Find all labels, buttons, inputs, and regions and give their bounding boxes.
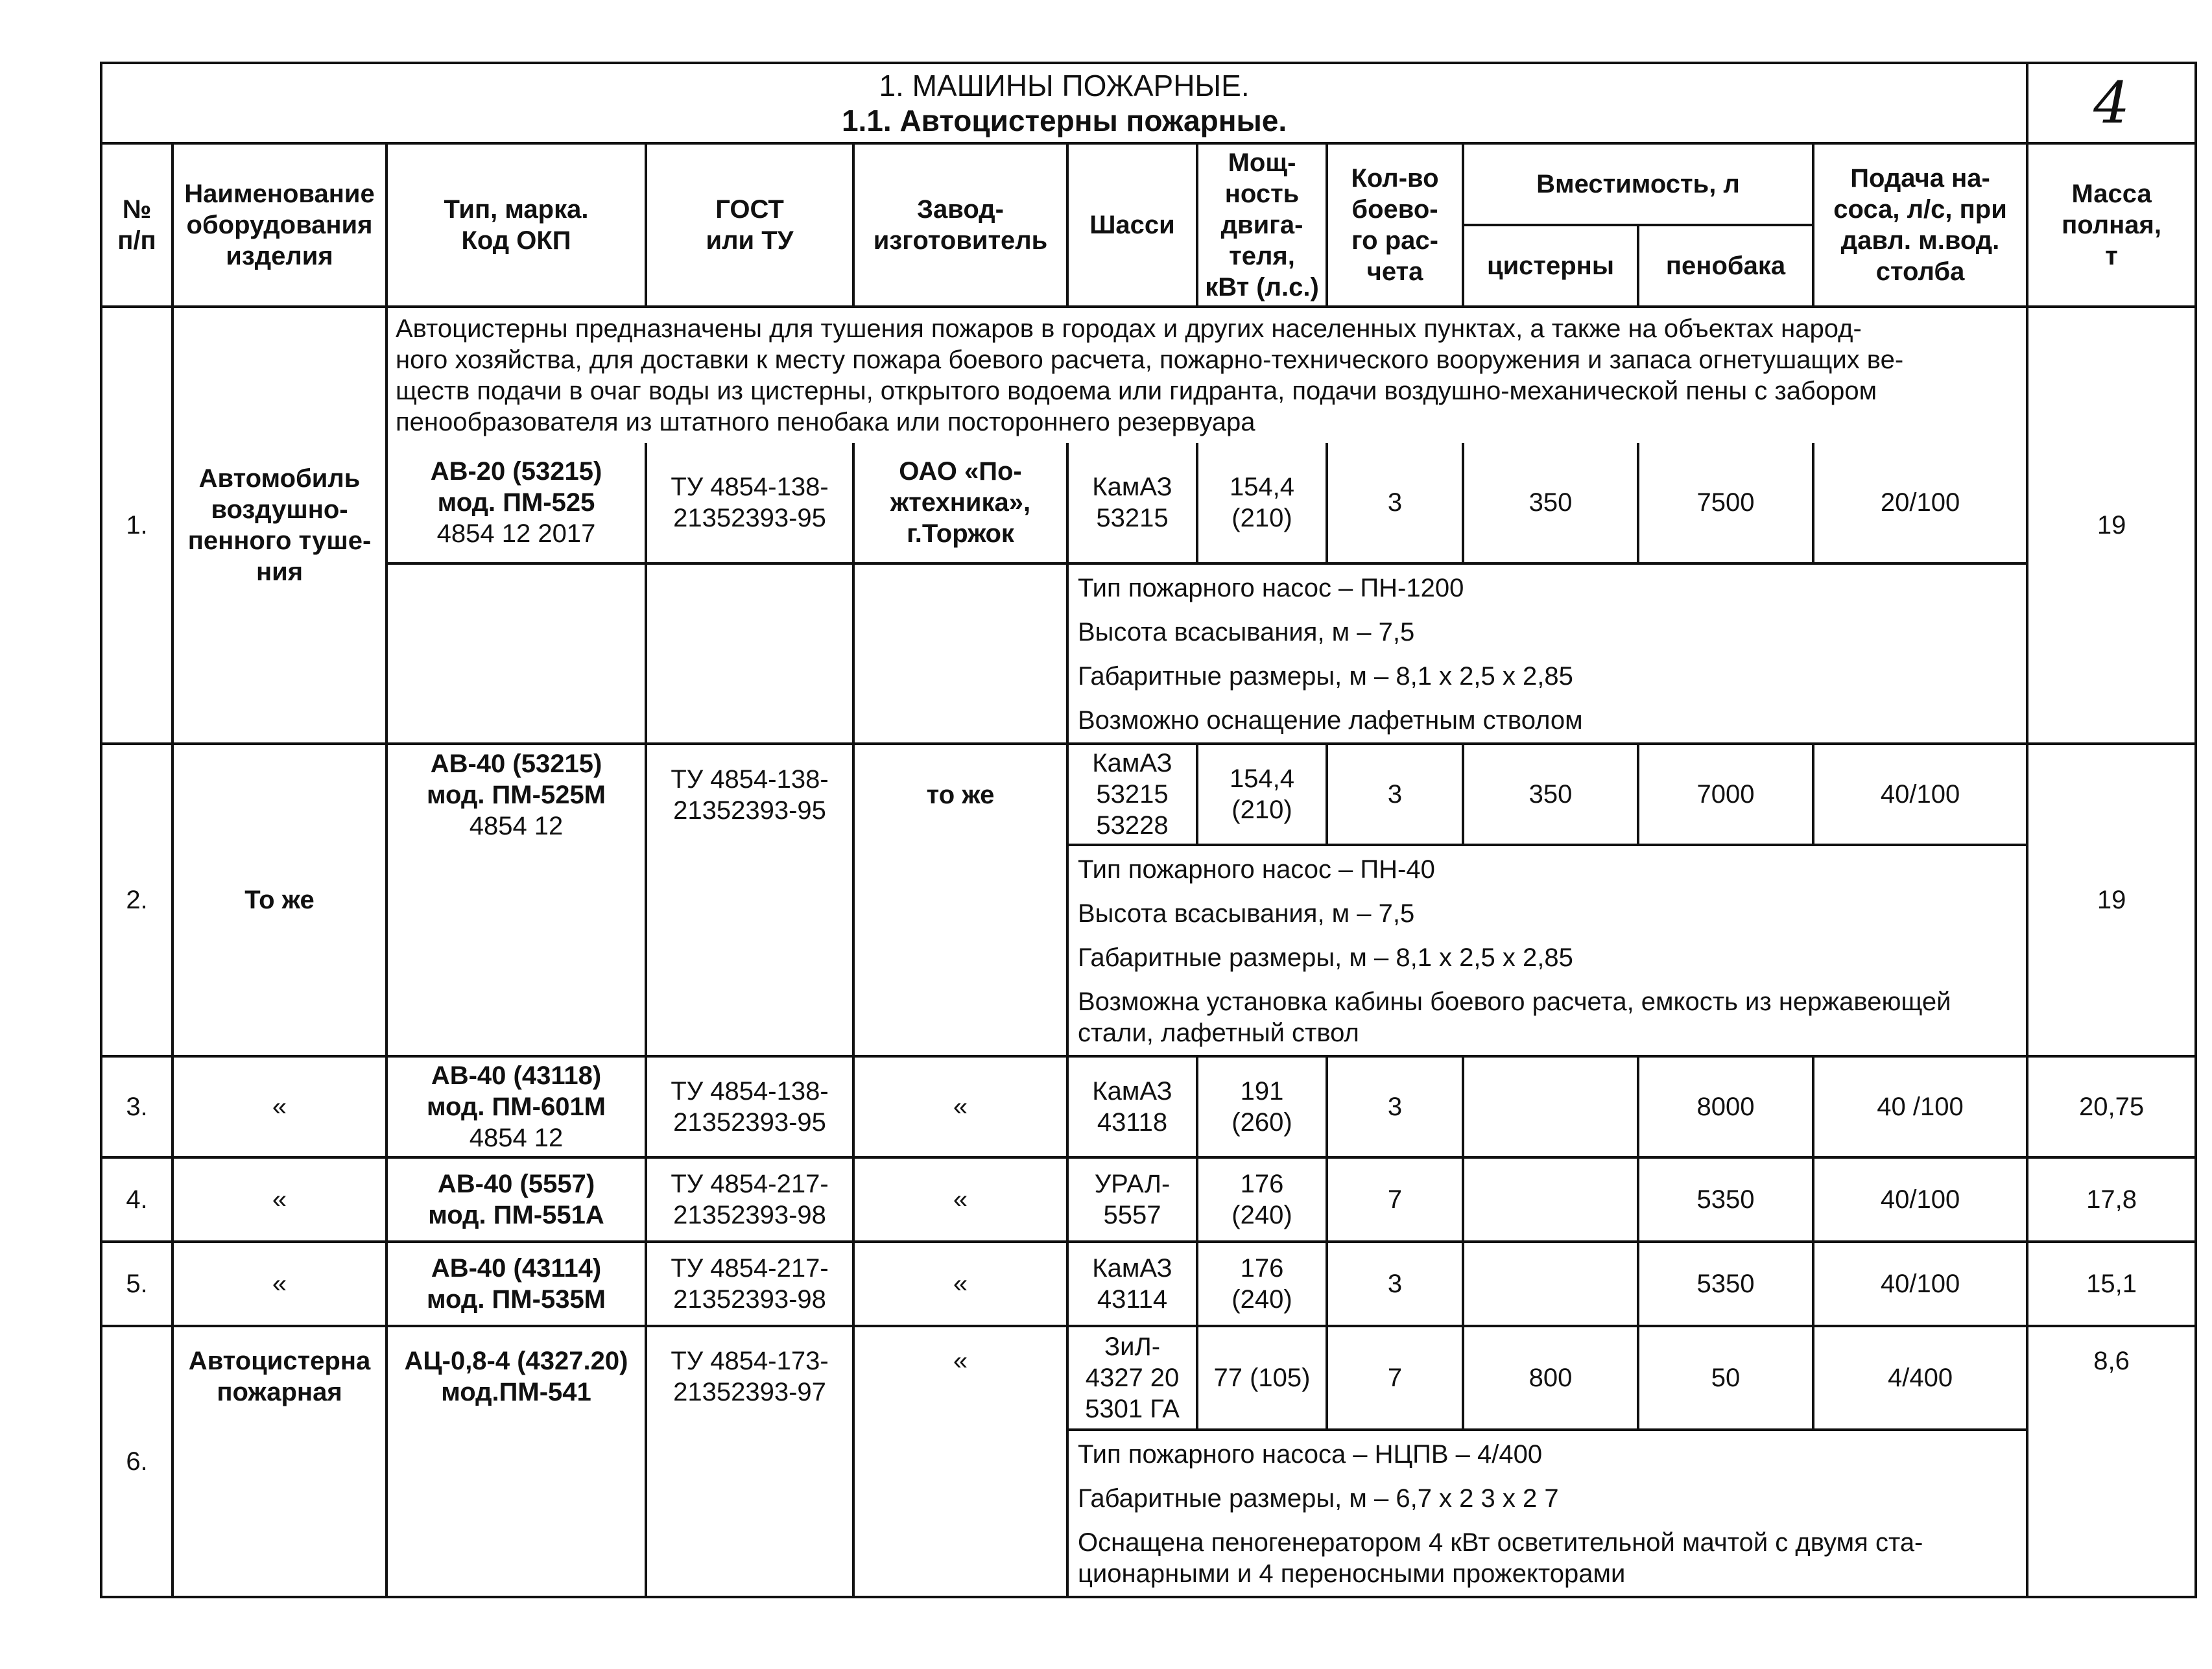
- row-3-power: 191 (260): [1197, 1056, 1327, 1157]
- row-6-mass: 8,6: [2027, 1326, 2196, 1597]
- row-2-note: Возможна установка кабины боевого расчета, емкость из нержавеющей стали, лафетный ствол: [1078, 988, 1951, 1047]
- row-1-gost: ТУ 4854-138- 21352393-95: [646, 443, 853, 563]
- row-1-type: [387, 443, 646, 563]
- row-1-num: 1.: [101, 307, 172, 744]
- row-2-type: [387, 744, 646, 845]
- row-4-gost: ТУ 4854-217- 21352393-98: [646, 1157, 853, 1242]
- row-1-type-model: АВ-20 (53215) мод. ПМ-525: [430, 457, 602, 517]
- row-5-tank: [1463, 1242, 1638, 1326]
- header-capacity: Вместимость, л: [1463, 143, 1813, 225]
- row-2-mass: 19: [2027, 744, 2196, 1056]
- row-5-gost: ТУ 4854-217- 21352393-98: [646, 1242, 853, 1326]
- row-3-mass: 20,75: [2027, 1056, 2196, 1157]
- row-3-pump: 40 /100: [1813, 1056, 2027, 1157]
- row-2-note: Тип пожарного насос – ПН-40: [1078, 855, 1435, 884]
- row-5-type-model: АВ-40 (43114) мод. ПМ-535М: [387, 1242, 646, 1326]
- page-title: [101, 63, 2027, 143]
- row-6-name: Автоцистерна пожарная: [172, 1326, 387, 1597]
- header-gost: ГОСТ или ТУ: [646, 143, 853, 307]
- row-6-notes: [1067, 1430, 2027, 1597]
- row-1-pump: 20/100: [1813, 443, 2027, 563]
- header-foam: пенобака: [1638, 225, 1813, 307]
- row-2-gost: ТУ 4854-138- 21352393-95: [646, 744, 853, 845]
- row-3-maker: «: [853, 1056, 1067, 1157]
- row-3-tank: [1463, 1056, 1638, 1157]
- header-tank: цистерны: [1463, 225, 1638, 307]
- row-2-maker: то же: [853, 744, 1067, 845]
- row-3-name: «: [172, 1056, 387, 1157]
- row-1-power: 154,4 (210): [1197, 443, 1327, 563]
- row-6-num: 6.: [101, 1326, 172, 1597]
- header-mass: Масса полная, т: [2027, 143, 2196, 307]
- row-1-note: Возможно оснащение лафетным стволом: [1078, 706, 1583, 735]
- row-2-tank: 350: [1463, 744, 1638, 845]
- header-pump: Подача на- соса, л/с, при давл. м.вод. столба: [1813, 143, 2027, 307]
- row-4-mass: 17,8: [2027, 1157, 2196, 1242]
- row-2-crew: 3: [1327, 744, 1463, 845]
- row-2-foam: 7000: [1638, 744, 1813, 845]
- row-1-name: Автомобиль воздушно- пенного туше- ния: [172, 307, 387, 744]
- row-4-power: 176 (240): [1197, 1157, 1327, 1242]
- row-6-gost: ТУ 4854-173- 21352393-97: [646, 1326, 853, 1430]
- row-6-foam: 50: [1638, 1326, 1813, 1430]
- row-3-crew: 3: [1327, 1056, 1463, 1157]
- row-2-chassis: КамАЗ 53215 53228: [1067, 744, 1197, 845]
- row-3-num: 3.: [101, 1056, 172, 1157]
- row-4-num: 4.: [101, 1157, 172, 1242]
- row-3-type-model: АВ-40 (43118) мод. ПМ-601М: [426, 1061, 606, 1121]
- row-2-name: То же: [172, 744, 387, 1056]
- row-6-maker: «: [853, 1326, 1067, 1430]
- row-5-chassis: КамАЗ 43114: [1067, 1242, 1197, 1326]
- title-line-1: 1. МАШИНЫ ПОЖАРНЫЕ.: [879, 69, 1250, 102]
- page-number: 4: [2027, 63, 2196, 143]
- row-2-power: 154,4 (210): [1197, 744, 1327, 845]
- header-name: Наименование оборудования изделия: [172, 143, 387, 307]
- row-6-pump: 4/400: [1813, 1326, 2027, 1430]
- header-chassis: Шасси: [1067, 143, 1197, 307]
- header-num: № п/п: [101, 143, 172, 307]
- row-6-tank: 800: [1463, 1326, 1638, 1430]
- row-5-foam: 5350: [1638, 1242, 1813, 1326]
- row-4-chassis: УРАЛ- 5557: [1067, 1157, 1197, 1242]
- row-1-crew: 3: [1327, 443, 1463, 563]
- row-6-power: 77 (105): [1197, 1326, 1327, 1430]
- row-2-type-model: АВ-40 (53215) мод. ПМ-525М: [426, 750, 606, 809]
- row-2-note: Высота всасывания, м – 7,5: [1078, 899, 1415, 928]
- row-6-note: Габаритные размеры, м – 6,7 х 2 3 х 2 7: [1078, 1484, 1559, 1513]
- row-1-tank: 350: [1463, 443, 1638, 563]
- row-2-num: 2.: [101, 744, 172, 1056]
- row-4-foam: 5350: [1638, 1157, 1813, 1242]
- equipment-table: [100, 62, 2197, 1598]
- row-5-mass: 15,1: [2027, 1242, 2196, 1326]
- description: Автоцистерны предназначены для тушения пожаров в городах и других населенных пунктах, а также на объектах народ- ного хозяйства, для доставки к месту пожара боевого расчета, пожарно-технического вооружения и запаса огнетушащих ве- ществ подачи в очаг воды из цистерны, открытого водоема или гидранта, подачи воздушно-механической пены с забором пенообразователя из штатного пенобака или постороннего резервуара: [387, 307, 2027, 443]
- row-5-crew: 3: [1327, 1242, 1463, 1326]
- row-1-note: Высота всасывания, м – 7,5: [1078, 618, 1415, 646]
- header-maker: Завод- изготовитель: [853, 143, 1067, 307]
- row-2-notes: [1067, 845, 2027, 1056]
- header-crew: Кол-во боево- го рас- чета: [1327, 143, 1463, 307]
- row-6-chassis: ЗиЛ- 4327 20 5301 ГА: [1067, 1326, 1197, 1430]
- row-1-type-code: 4854 12 2017: [436, 519, 596, 548]
- row-4-pump: 40/100: [1813, 1157, 2027, 1242]
- row-1-note: Тип пожарного насос – ПН-1200: [1078, 574, 1464, 602]
- row-3-foam: 8000: [1638, 1056, 1813, 1157]
- row-4-crew: 7: [1327, 1157, 1463, 1242]
- catalog-page: [100, 62, 2194, 1598]
- row-4-name: «: [172, 1157, 387, 1242]
- row-2-type-code: 4854 12: [469, 812, 564, 840]
- row-1-note: Габаритные размеры, м – 8,1 х 2,5 х 2,85: [1078, 662, 1573, 691]
- row-5-num: 5.: [101, 1242, 172, 1326]
- row-5-maker: «: [853, 1242, 1067, 1326]
- header-type: Тип, марка. Код ОКП: [387, 143, 646, 307]
- row-1-notes: [1067, 563, 2027, 744]
- row-2-pump: 40/100: [1813, 744, 2027, 845]
- row-5-power: 176 (240): [1197, 1242, 1327, 1326]
- row-3-type-code: 4854 12: [469, 1124, 564, 1152]
- row-2-note: Габаритные размеры, м – 8,1 х 2,5 х 2,85: [1078, 943, 1573, 972]
- row-1-chassis: КамАЗ 53215: [1067, 443, 1197, 563]
- header-power: Мощ- ность двига- теля, кВт (л.с.): [1197, 143, 1327, 307]
- row-4-type-model: АВ-40 (5557) мод. ПМ-551А: [387, 1157, 646, 1242]
- row-5-name: «: [172, 1242, 387, 1326]
- row-6-note: Тип пожарного насоса – НЦПВ – 4/400: [1078, 1440, 1543, 1469]
- row-6-type-model: АЦ-0,8-4 (4327.20) мод.ПМ-541: [387, 1326, 646, 1430]
- row-6-crew: 7: [1327, 1326, 1463, 1430]
- row-1-mass: 19: [2027, 307, 2196, 744]
- title-line-2: 1.1. Автоцистерны пожарные.: [841, 104, 1287, 137]
- row-4-tank: [1463, 1157, 1638, 1242]
- row-3-type: [387, 1056, 646, 1157]
- row-3-chassis: КамАЗ 43118: [1067, 1056, 1197, 1157]
- row-5-pump: 40/100: [1813, 1242, 2027, 1326]
- row-1-foam: 7500: [1638, 443, 1813, 563]
- row-3-gost: ТУ 4854-138- 21352393-95: [646, 1056, 853, 1157]
- row-6-note: Оснащена пеногенератором 4 кВт осветительной мачтой с двумя ста- ционарными и 4 переносными прожекторами: [1078, 1528, 1923, 1588]
- row-4-maker: «: [853, 1157, 1067, 1242]
- row-1-maker: ОАО «По- жтехника», г.Торжок: [853, 443, 1067, 563]
